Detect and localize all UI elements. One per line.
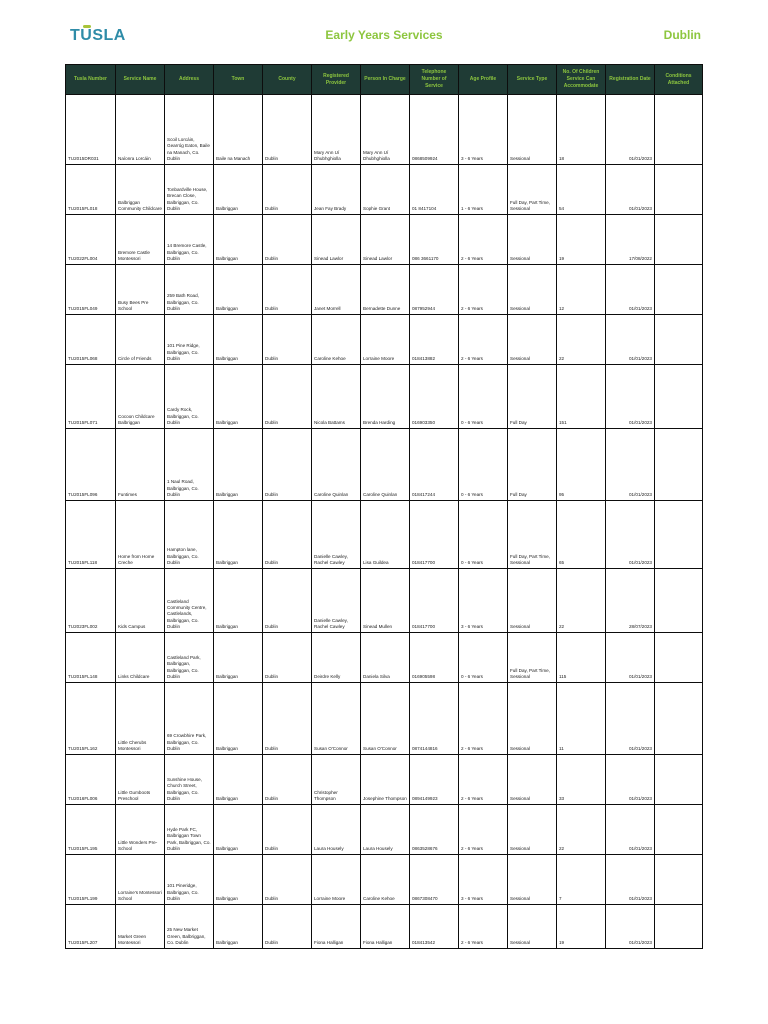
- cell-registration-date: 01/01/2023: [606, 265, 655, 315]
- cell-registered-provider: Sinead Lawlor: [312, 215, 361, 265]
- cell-age-profile: 2 - 6 Years: [459, 905, 508, 949]
- cell-capacity: 18: [557, 95, 606, 165]
- cell-county: Dublin: [263, 569, 312, 633]
- cell-registration-date: 01/01/2023: [606, 683, 655, 755]
- column-header-tusla-number: Tusla Number: [66, 65, 116, 95]
- cell-address: 69 Crowbhire Park, Balbriggan, Co. Dublin: [165, 683, 214, 755]
- cell-registration-date: 01/01/2023: [606, 365, 655, 429]
- cell-address: 25 New Market Green, Balbriggan, Co. Dublin: [165, 905, 214, 949]
- cell-conditions: [655, 429, 703, 501]
- cell-age-profile: 0 - 6 Years: [459, 365, 508, 429]
- cell-address: Sunshine House, Church Street, Balbriggan, Co. Dublin: [165, 755, 214, 805]
- cell-tusla-number: TU2015FL207: [66, 905, 116, 949]
- column-header-telephone: Telephone Number of Service: [410, 65, 459, 95]
- cell-county: Dublin: [263, 683, 312, 755]
- cell-address: Scoil Lorcáin, Gearróg Eaton, Baile na Manach, Co. Dublin: [165, 95, 214, 165]
- cell-conditions: [655, 265, 703, 315]
- cell-county: Dublin: [263, 265, 312, 315]
- cell-registered-provider: Caroline Quinlan: [312, 429, 361, 501]
- cell-address: Hyde Park FC, Balbriggan Town Park, Balbriggan, Co. Dublin: [165, 805, 214, 855]
- cell-telephone: 018417700: [410, 569, 459, 633]
- cell-county: Dublin: [263, 365, 312, 429]
- cell-telephone: 0868509924: [410, 95, 459, 165]
- cell-service-type: Full Day, Part Time, Sessional: [508, 165, 557, 215]
- cell-county: Dublin: [263, 755, 312, 805]
- cell-age-profile: 2 - 6 Years: [459, 215, 508, 265]
- table-header-row: [66, 65, 703, 95]
- cell-registered-provider: Mary Ann Uí Dhubhghiolla: [312, 95, 361, 165]
- cell-conditions: [655, 165, 703, 215]
- cell-person-in-charge: Lorraine Moore: [361, 315, 410, 365]
- cell-county: Dublin: [263, 315, 312, 365]
- cell-telephone: 0867308470: [410, 855, 459, 905]
- cell-service-name: Busy Bees Pre School: [116, 265, 165, 315]
- cell-county: Dublin: [263, 501, 312, 569]
- column-header-age-profile: Age Profile: [459, 65, 508, 95]
- cell-service-name: Lorraine's Montessori School: [116, 855, 165, 905]
- cell-tusla-number: TU2015FL199: [66, 855, 116, 905]
- cell-telephone: 018413542: [410, 905, 459, 949]
- cell-county: Dublin: [263, 215, 312, 265]
- cell-service-type: Sessional: [508, 95, 557, 165]
- cell-registration-date: 01/01/2023: [606, 95, 655, 165]
- cell-age-profile: 3 - 6 Years: [459, 569, 508, 633]
- cell-service-name: Links Childcare: [116, 633, 165, 683]
- table-row: [66, 905, 703, 949]
- cell-county: Dublin: [263, 429, 312, 501]
- cell-service-type: Sessional: [508, 315, 557, 365]
- cell-service-name: Funtimes: [116, 429, 165, 501]
- column-header-registered-provider: Registered Provider: [312, 65, 361, 95]
- cell-address: Castleland Park, Balbriggan, Balbriggan, Co. Dublin: [165, 633, 214, 683]
- table-row: [66, 165, 703, 215]
- table-row: [66, 501, 703, 569]
- cell-registration-date: 01/01/2023: [606, 633, 655, 683]
- cell-tusla-number: TU2016FL006: [66, 755, 116, 805]
- cell-town: Balbriggan: [214, 683, 263, 755]
- cell-service-type: Sessional: [508, 215, 557, 265]
- table-row: [66, 95, 703, 165]
- column-header-registration-date: Registration Date: [606, 65, 655, 95]
- cell-capacity: 95: [557, 429, 606, 501]
- cell-person-in-charge: Sinead Mullen: [361, 569, 410, 633]
- table-row: [66, 365, 703, 429]
- cell-town: Balbriggan: [214, 165, 263, 215]
- cell-age-profile: 0 - 6 Years: [459, 633, 508, 683]
- cell-age-profile: 0 - 6 Years: [459, 501, 508, 569]
- cell-conditions: [655, 805, 703, 855]
- cell-registration-date: 17/08/2022: [606, 215, 655, 265]
- table-row: [66, 683, 703, 755]
- cell-service-name: Kids Campus: [116, 569, 165, 633]
- cell-town: Balbriggan: [214, 265, 263, 315]
- column-header-person-in-charge: Person In Charge: [361, 65, 410, 95]
- cell-town: Balbriggan: [214, 569, 263, 633]
- cell-registered-provider: Jean Fay Brady: [312, 165, 361, 215]
- cell-registered-provider: Deirdre Kelly: [312, 633, 361, 683]
- cell-town: Balbriggan: [214, 855, 263, 905]
- cell-conditions: [655, 501, 703, 569]
- cell-telephone: 0894149923: [410, 755, 459, 805]
- cell-registered-provider: Danielle Cawley, Rachel Cawley: [312, 501, 361, 569]
- cell-capacity: 22: [557, 569, 606, 633]
- cell-service-type: Full Day: [508, 429, 557, 501]
- services-table: [65, 64, 703, 949]
- cell-town: Balbriggan: [214, 905, 263, 949]
- cell-age-profile: 2 - 6 Years: [459, 755, 508, 805]
- cell-age-profile: 0 - 6 Years: [459, 429, 508, 501]
- cell-telephone: 016905598: [410, 633, 459, 683]
- cell-tusla-number: TU2015FL018: [66, 165, 116, 215]
- column-header-capacity: No. Of Children Service Can Accommodate: [557, 65, 606, 95]
- cell-age-profile: 3 - 6 Years: [459, 95, 508, 165]
- cell-person-in-charge: Mary Ann Uí Dhubhghiolla: [361, 95, 410, 165]
- cell-telephone: 018417244: [410, 429, 459, 501]
- logo-text: TUSLA: [70, 27, 126, 44]
- table-row: [66, 755, 703, 805]
- cell-telephone: 016903350: [410, 365, 459, 429]
- cell-registration-date: 01/01/2023: [606, 429, 655, 501]
- cell-person-in-charge: Fiona Halligan: [361, 905, 410, 949]
- table-row: [66, 569, 703, 633]
- cell-registration-date: 01/01/2023: [606, 755, 655, 805]
- cell-capacity: 19: [557, 905, 606, 949]
- cell-service-name: Market Green Montessori: [116, 905, 165, 949]
- page-title: Early Years Services: [325, 28, 443, 42]
- cell-service-type: Full Day, Part Time, Sessional: [508, 501, 557, 569]
- cell-town: Balbriggan: [214, 315, 263, 365]
- cell-capacity: 22: [557, 805, 606, 855]
- cell-telephone: 0863528676: [410, 805, 459, 855]
- cell-person-in-charge: Sophie Grant: [361, 165, 410, 215]
- cell-person-in-charge: Daniela Silva: [361, 633, 410, 683]
- table-row: [66, 855, 703, 905]
- cell-registered-provider: Danielle Cawley, Rachel Cawley: [312, 569, 361, 633]
- cell-county: Dublin: [263, 805, 312, 855]
- cell-age-profile: 1 - 6 Years: [459, 165, 508, 215]
- cell-capacity: 65: [557, 501, 606, 569]
- cell-county: Dublin: [263, 905, 312, 949]
- cell-registered-provider: Laura Housely: [312, 805, 361, 855]
- cell-capacity: 7: [557, 855, 606, 905]
- cell-service-name: Circle of Friends: [116, 315, 165, 365]
- cell-telephone: 087952944: [410, 265, 459, 315]
- cell-town: Balbriggan: [214, 429, 263, 501]
- cell-town: Baile na Manach: [214, 95, 263, 165]
- table-row: [66, 429, 703, 501]
- cell-age-profile: 2 - 6 Years: [459, 683, 508, 755]
- cell-county: Dublin: [263, 633, 312, 683]
- cell-town: Balbriggan: [214, 755, 263, 805]
- column-header-service-name: Service Name: [116, 65, 165, 95]
- cell-conditions: [655, 365, 703, 429]
- cell-person-in-charge: Lisa Guildea: [361, 501, 410, 569]
- cell-registration-date: 01/01/2023: [606, 501, 655, 569]
- cell-registered-provider: Lorraine Moore: [312, 855, 361, 905]
- cell-person-in-charge: Sinead Lawlor: [361, 215, 410, 265]
- table-row: [66, 633, 703, 683]
- cell-registered-provider: Fiona Halligan: [312, 905, 361, 949]
- cell-capacity: 115: [557, 633, 606, 683]
- cell-tusla-number: TU2015FL195: [66, 805, 116, 855]
- cell-service-type: Sessional: [508, 265, 557, 315]
- cell-telephone: 086 3661170: [410, 215, 459, 265]
- cell-person-in-charge: Bernadette Dunne: [361, 265, 410, 315]
- cell-conditions: [655, 633, 703, 683]
- cell-town: Balbriggan: [214, 805, 263, 855]
- cell-service-type: Full Day, Part Time, Sessional: [508, 633, 557, 683]
- table-row: [66, 265, 703, 315]
- cell-person-in-charge: Laura Housely: [361, 805, 410, 855]
- cell-tusla-number: TU2015FL148: [66, 633, 116, 683]
- table-row: [66, 215, 703, 265]
- cell-registered-provider: Susan O'Connor: [312, 683, 361, 755]
- cell-conditions: [655, 683, 703, 755]
- cell-person-in-charge: Susan O'Connor: [361, 683, 410, 755]
- cell-town: Balbriggan: [214, 501, 263, 569]
- cell-tusla-number: TU2023FL002: [66, 569, 116, 633]
- cell-service-type: Sessional: [508, 805, 557, 855]
- cell-tusla-number: TU2015FL096: [66, 429, 116, 501]
- cell-tusla-number: TU2015FL071: [66, 365, 116, 429]
- cell-registered-provider: Janet Morrell: [312, 265, 361, 315]
- cell-tusla-number: TU2015FL049: [66, 265, 116, 315]
- column-header-conditions: Conditions Attached: [655, 65, 703, 95]
- cell-service-type: Sessional: [508, 905, 557, 949]
- cell-address: Castleland Community Centre, Castlelands, Balbriggan, Co. Dublin: [165, 569, 214, 633]
- cell-service-name: Little Gumboots Preschool: [116, 755, 165, 805]
- cell-service-name: Home from Home Creche: [116, 501, 165, 569]
- cell-capacity: 19: [557, 215, 606, 265]
- cell-county: Dublin: [263, 855, 312, 905]
- cell-telephone: 018417700: [410, 501, 459, 569]
- cell-telephone: 018413882: [410, 315, 459, 365]
- cell-person-in-charge: Brenda Harding: [361, 365, 410, 429]
- table-body: [66, 95, 703, 949]
- cell-address: 1 Naul Road, Balbriggan, Co. Dublin: [165, 429, 214, 501]
- cell-address: 259 Bath Road, Balbriggan, Co. Dublin: [165, 265, 214, 315]
- cell-capacity: 33: [557, 755, 606, 805]
- cell-service-name: Little Wonders Pre-School: [116, 805, 165, 855]
- cell-conditions: [655, 905, 703, 949]
- cell-person-in-charge: Caroline Quinlan: [361, 429, 410, 501]
- cell-age-profile: 3 - 6 Years: [459, 855, 508, 905]
- cell-telephone: 0874144816: [410, 683, 459, 755]
- cell-registration-date: 01/01/2023: [606, 905, 655, 949]
- cell-address: Tonbardville House, Brecan Close, Balbriggan, Co. Dublin: [165, 165, 214, 215]
- cell-service-type: Sessional: [508, 683, 557, 755]
- cell-county: Dublin: [263, 165, 312, 215]
- cell-registration-date: 01/01/2023: [606, 805, 655, 855]
- cell-service-name: Little Cherubs Montessori: [116, 683, 165, 755]
- table-row: [66, 315, 703, 365]
- cell-service-type: Sessional: [508, 855, 557, 905]
- cell-age-profile: 2 - 6 Years: [459, 265, 508, 315]
- cell-tusla-number: TU2015FL118: [66, 501, 116, 569]
- table-row: [66, 805, 703, 855]
- cell-tusla-number: TU2015DR031: [66, 95, 116, 165]
- cell-registration-date: 01/01/2023: [606, 855, 655, 905]
- cell-town: Balbriggan: [214, 633, 263, 683]
- cell-telephone: 01 8417104: [410, 165, 459, 215]
- cell-registered-provider: Nicola Battams: [312, 365, 361, 429]
- column-header-county: County: [263, 65, 312, 95]
- cell-person-in-charge: Caroline Kehoe: [361, 855, 410, 905]
- cell-town: Balbriggan: [214, 365, 263, 429]
- cell-conditions: [655, 95, 703, 165]
- cell-registration-date: 01/01/2023: [606, 315, 655, 365]
- cell-conditions: [655, 755, 703, 805]
- cell-service-name: Cocoon Childcare Balbriggan: [116, 365, 165, 429]
- cell-service-name: Naíonra Lorcáin: [116, 95, 165, 165]
- cell-capacity: 54: [557, 165, 606, 215]
- cell-service-type: Sessional: [508, 755, 557, 805]
- cell-capacity: 12: [557, 265, 606, 315]
- cell-tusla-number: TU2015FL162: [66, 683, 116, 755]
- cell-registered-provider: Christopher Thompson: [312, 755, 361, 805]
- cell-conditions: [655, 215, 703, 265]
- cell-conditions: [655, 569, 703, 633]
- cell-capacity: 11: [557, 683, 606, 755]
- cell-age-profile: 2 - 6 Years: [459, 315, 508, 365]
- cell-conditions: [655, 855, 703, 905]
- cell-capacity: 22: [557, 315, 606, 365]
- cell-address: Hampton lane, Balbriggan, Co. Dublin: [165, 501, 214, 569]
- cell-capacity: 151: [557, 365, 606, 429]
- cell-town: Balbriggan: [214, 215, 263, 265]
- cell-conditions: [655, 315, 703, 365]
- cell-address: 14 Bremore Castle, Balbriggan, Co. Dublin: [165, 215, 214, 265]
- cell-tusla-number: TU2015FL068: [66, 315, 116, 365]
- column-header-town: Town: [214, 65, 263, 95]
- cell-service-type: Full Day: [508, 365, 557, 429]
- cell-address: 101 Pine Ridge, Balbriggan, Co. Dublin: [165, 315, 214, 365]
- cell-registration-date: 28/07/2023: [606, 569, 655, 633]
- cell-service-type: Sessional: [508, 569, 557, 633]
- cell-address: Cardy Rock, Balbriggan, Co. Dublin: [165, 365, 214, 429]
- cell-address: 101 Pineridge, Balbriggan, Co. Dublin: [165, 855, 214, 905]
- cell-registration-date: 01/01/2023: [606, 165, 655, 215]
- cell-tusla-number: TU2022FL004: [66, 215, 116, 265]
- column-header-address: Address: [165, 65, 214, 95]
- column-header-service-type: Service Type: [508, 65, 557, 95]
- cell-person-in-charge: Josephine Thompson: [361, 755, 410, 805]
- cell-service-name: Bremore Castle Montessori: [116, 215, 165, 265]
- region-label: Dublin: [663, 28, 701, 42]
- cell-registered-provider: Caroline Kehoe: [312, 315, 361, 365]
- cell-service-name: Balbriggan Community Childcare: [116, 165, 165, 215]
- cell-age-profile: 2 - 6 Years: [459, 805, 508, 855]
- cell-county: Dublin: [263, 95, 312, 165]
